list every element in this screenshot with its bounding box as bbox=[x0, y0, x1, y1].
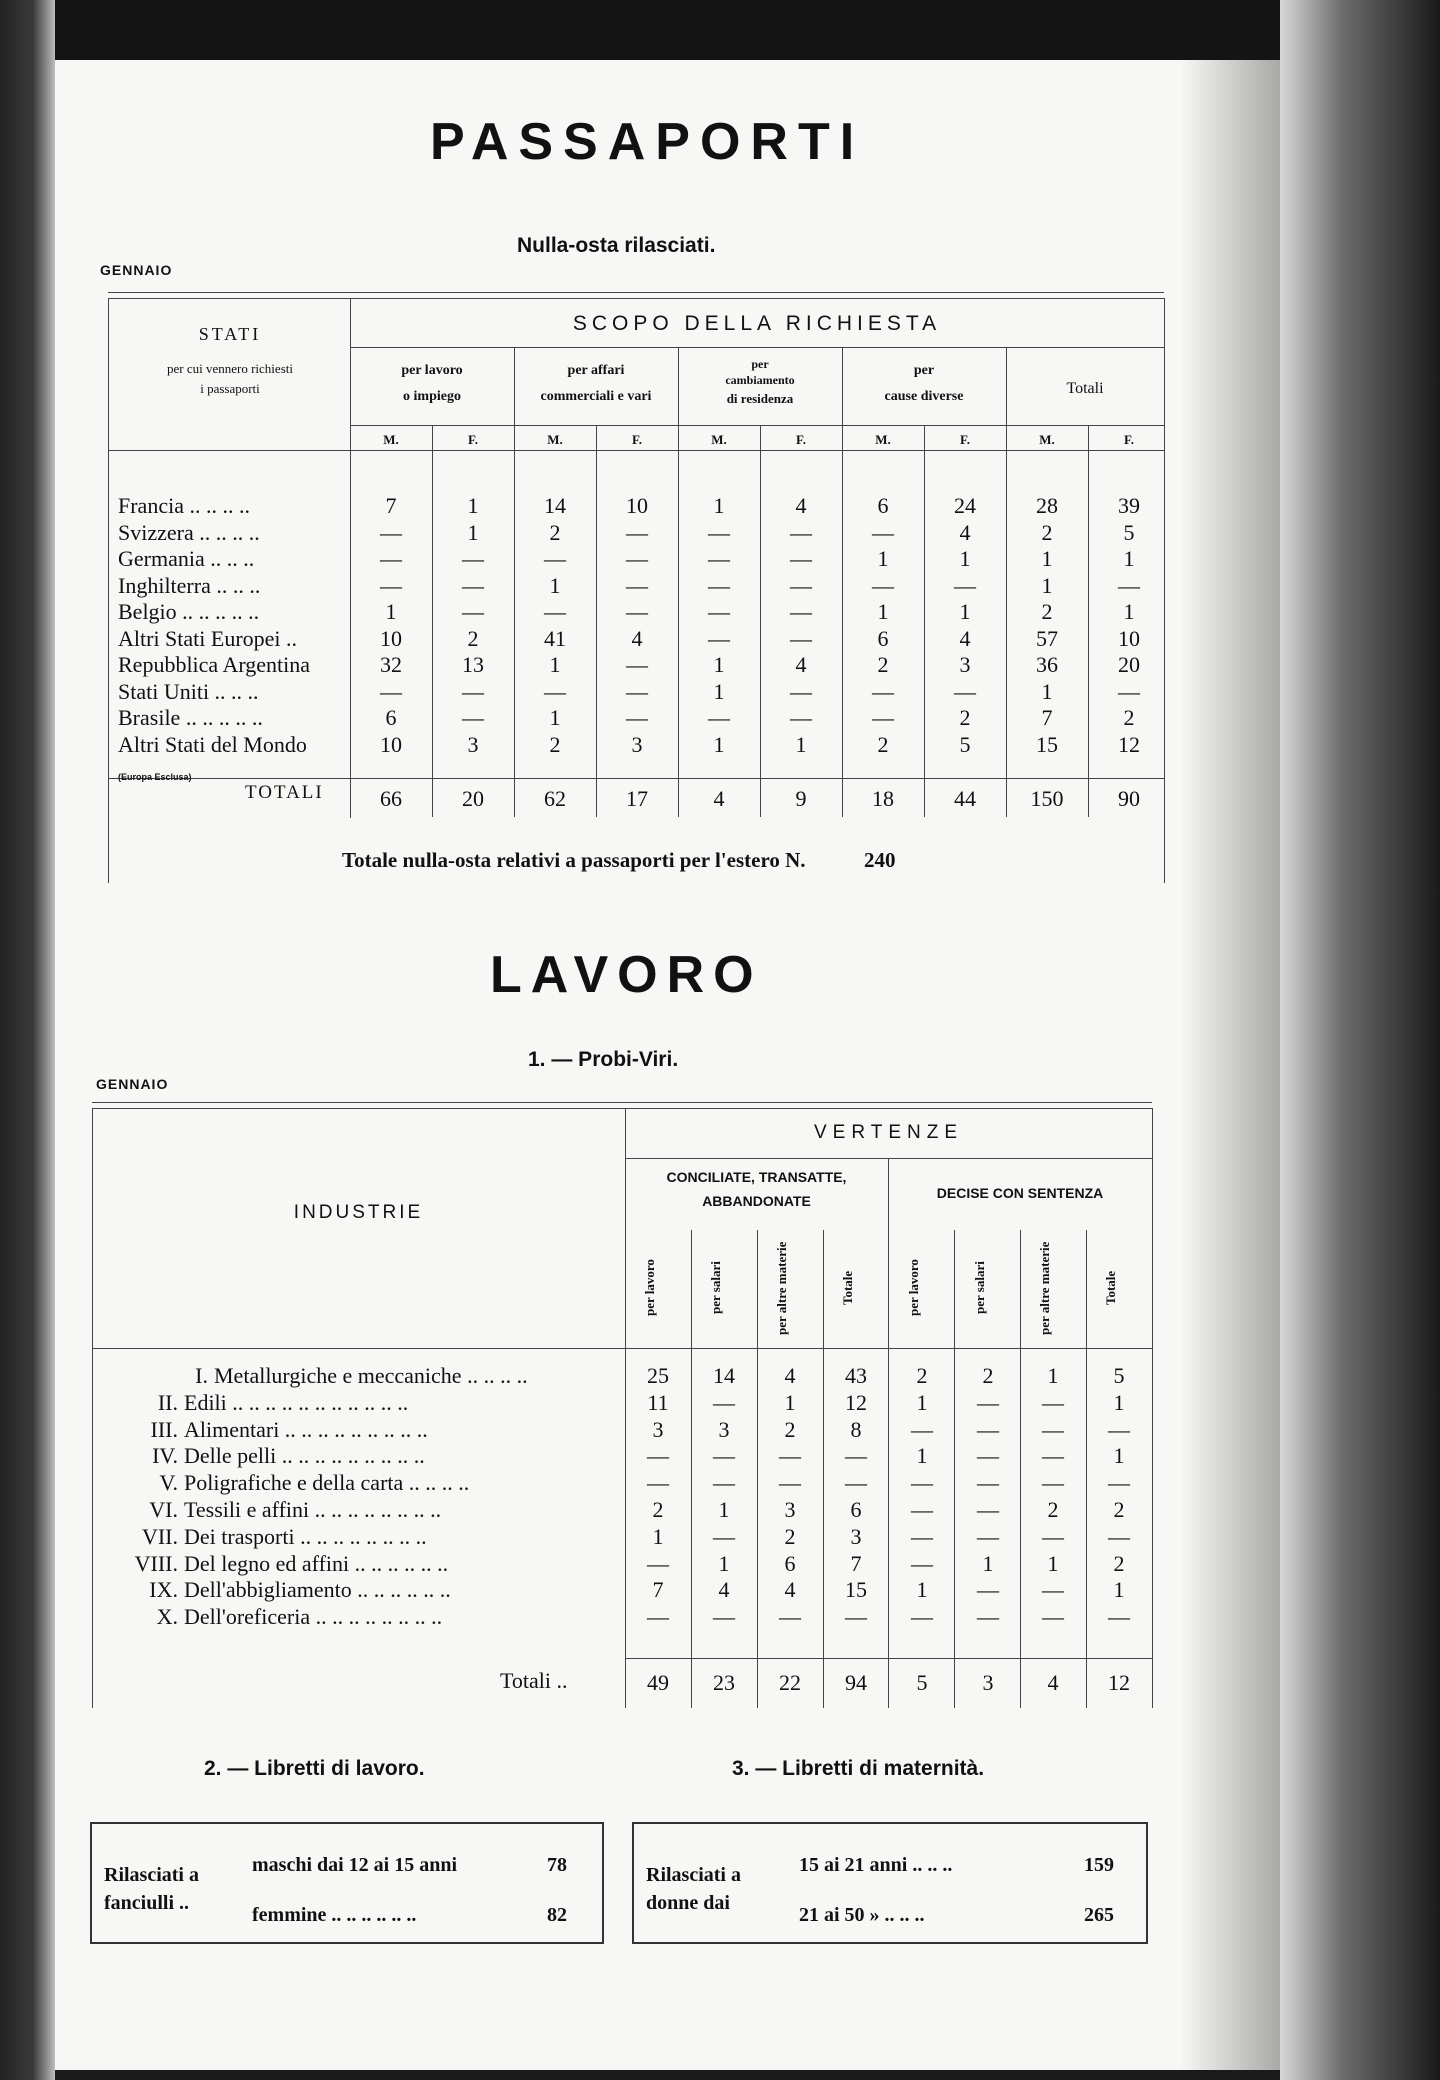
lavoro-cell: — bbox=[1108, 1604, 1130, 1629]
lavoro-cell: — bbox=[647, 1604, 669, 1629]
lavoro-cell: 7 bbox=[850, 1551, 862, 1576]
lavoro-cell: 11 bbox=[647, 1390, 669, 1415]
industria-label: Tessili e affini .. .. .. .. .. .. .. .. bbox=[184, 1497, 442, 1522]
lavoro-cell: 2 bbox=[784, 1524, 796, 1549]
lavoro-cell: — bbox=[977, 1497, 999, 1522]
passaporti-cell: 1 bbox=[467, 493, 479, 518]
industria-number: VII. bbox=[141, 1524, 178, 1549]
lavoro-cell: — bbox=[1108, 1524, 1130, 1549]
passaporti-cell: — bbox=[626, 705, 648, 730]
group-header-0-line1: per lavoro bbox=[401, 363, 463, 378]
lavoro-cell: 14 bbox=[713, 1363, 735, 1388]
vertenze-col-header-6: per altre materie bbox=[1037, 1241, 1052, 1335]
passaporti-total-cell: 18 bbox=[872, 786, 894, 811]
passaporti-subtitle: Nulla-osta rilasciati. bbox=[517, 234, 716, 257]
passaporti-total-cell: 62 bbox=[544, 786, 566, 811]
lavoro-cell: — bbox=[779, 1604, 801, 1629]
lavoro-cell: 1 bbox=[652, 1524, 664, 1549]
mf-header-7: F. bbox=[960, 432, 970, 447]
vertenze-header: VERTENZE bbox=[813, 1122, 963, 1143]
industria-label: Edili .. .. .. .. .. .. .. .. .. .. .. bbox=[184, 1390, 409, 1415]
passaporti-cell: — bbox=[626, 679, 648, 704]
passaporti-cell: — bbox=[462, 546, 484, 571]
libretti-lavoro-box bbox=[90, 1822, 604, 1944]
lavoro-cell: 8 bbox=[850, 1417, 862, 1442]
stato-label: Belgio .. .. .. .. .. bbox=[118, 599, 260, 624]
lavoro-cell: 1 bbox=[718, 1551, 730, 1576]
lavoro-cell: 2 bbox=[982, 1363, 994, 1388]
libretti-maternita-row2-value: 265 bbox=[1084, 1904, 1114, 1926]
passaporti-cell: — bbox=[790, 626, 812, 651]
passaporti-cell: 10 bbox=[1118, 626, 1140, 651]
lavoro-total-cell: 22 bbox=[779, 1670, 801, 1695]
industria-number: VIII. bbox=[134, 1551, 178, 1576]
passaporti-cell: 2 bbox=[1123, 705, 1135, 730]
industria-number: VI. bbox=[149, 1497, 178, 1522]
vertenze-col-header-1: per salari bbox=[708, 1261, 723, 1315]
libretti-lavoro-row1-value: 78 bbox=[547, 1854, 567, 1876]
group-header-0-line2: o impiego bbox=[403, 389, 461, 404]
conciliate-header-line1: CONCILIATE, TRANSATTE, bbox=[666, 1169, 847, 1185]
passaporti-cell: — bbox=[462, 599, 484, 624]
passaporti-cell: 1 bbox=[877, 599, 889, 624]
passaporti-cell: 7 bbox=[385, 493, 397, 518]
lavoro-cell: — bbox=[977, 1524, 999, 1549]
passaporti-cell: 2 bbox=[1041, 599, 1053, 624]
lavoro-cell: — bbox=[1042, 1604, 1064, 1629]
passaporti-cell: 6 bbox=[877, 493, 889, 518]
lavoro-cell: — bbox=[1108, 1470, 1130, 1495]
passaporti-cell: 6 bbox=[385, 705, 397, 730]
lavoro-cell: 2 bbox=[652, 1497, 664, 1522]
passaporti-cell: — bbox=[708, 599, 730, 624]
libretti-maternita-left-line2: donne dai bbox=[646, 1892, 730, 1914]
libretti-lavoro-left-line2: fanciulli .. bbox=[104, 1892, 190, 1914]
passaporti-cell: 1 bbox=[959, 599, 971, 624]
passaporti-cell: 1 bbox=[1041, 573, 1053, 598]
lavoro-cell: — bbox=[977, 1417, 999, 1442]
passaporti-cell: 2 bbox=[549, 520, 561, 545]
lavoro-cell: 4 bbox=[784, 1577, 796, 1602]
passaporti-cell: — bbox=[626, 599, 648, 624]
passaporti-cell: 1 bbox=[1123, 546, 1135, 571]
passaporti-cell: — bbox=[708, 705, 730, 730]
lavoro-cell: 4 bbox=[784, 1363, 796, 1388]
lavoro-total-cell: 94 bbox=[845, 1670, 867, 1695]
industria-label: Poligrafiche e della carta .. .. .. .. bbox=[184, 1470, 470, 1495]
passaporti-total-cell: 90 bbox=[1118, 786, 1140, 811]
lavoro-total-cell: 23 bbox=[713, 1670, 735, 1695]
vertenze-col-header-4: per lavoro bbox=[906, 1259, 921, 1317]
mf-header-6: M. bbox=[875, 432, 891, 447]
lavoro-cell: 15 bbox=[845, 1577, 867, 1602]
passaporti-cell: — bbox=[954, 679, 976, 704]
lavoro-cell: 1 bbox=[982, 1551, 994, 1576]
group-header-1-line2: commerciali e vari bbox=[540, 389, 652, 404]
passaporti-cell: — bbox=[790, 705, 812, 730]
mf-header-8: M. bbox=[1039, 432, 1055, 447]
mf-header-2: M. bbox=[547, 432, 563, 447]
stati-desc-line2: i passaporti bbox=[200, 381, 260, 396]
lavoro-subtitle: 1. — Probi-Viri. bbox=[528, 1048, 679, 1071]
lavoro-cell: — bbox=[911, 1551, 933, 1576]
industria-number: IX. bbox=[149, 1577, 178, 1602]
passaporti-title: PASSAPORTI bbox=[430, 113, 865, 171]
libretti-maternita-row2-label: 21 ai 50 » .. .. .. bbox=[799, 1904, 925, 1926]
stato-label: Brasile .. .. .. .. .. bbox=[118, 705, 263, 730]
industria-number: III. bbox=[150, 1417, 178, 1442]
passaporti-cell: 20 bbox=[1118, 652, 1140, 677]
lavoro-cell: — bbox=[1042, 1443, 1064, 1468]
passaporti-cell: 3 bbox=[959, 652, 971, 677]
lavoro-cell: 25 bbox=[647, 1363, 669, 1388]
lavoro-cell: — bbox=[1042, 1524, 1064, 1549]
passaporti-cell: — bbox=[462, 679, 484, 704]
lavoro-total-cell: 12 bbox=[1108, 1670, 1130, 1695]
passaporti-cell: — bbox=[708, 573, 730, 598]
passaporti-cell: — bbox=[872, 520, 894, 545]
libretti-maternita-row1-label: 15 ai 21 anni .. .. .. bbox=[799, 1854, 953, 1876]
passaporti-cell: — bbox=[708, 520, 730, 545]
passaporti-cell: — bbox=[462, 573, 484, 598]
vertenze-col-header-5: per salari bbox=[972, 1261, 987, 1315]
passaporti-cell: 1 bbox=[1041, 546, 1053, 571]
vertenze-col-header-2: per altre materie bbox=[774, 1241, 789, 1335]
passaporti-totals-label: TOTALI bbox=[245, 782, 324, 803]
passaporti-cell: 4 bbox=[631, 626, 643, 651]
passaporti-cell: 5 bbox=[959, 732, 971, 757]
passaporti-cell: 1 bbox=[877, 546, 889, 571]
lavoro-cell: — bbox=[713, 1524, 735, 1549]
lavoro-cell: — bbox=[845, 1443, 867, 1468]
lavoro-cell: 1 bbox=[784, 1390, 796, 1415]
industria-number: V. bbox=[159, 1470, 178, 1495]
lavoro-cell: — bbox=[911, 1604, 933, 1629]
passaporti-cell: 4 bbox=[795, 652, 807, 677]
libretti-maternita-row1-value: 159 bbox=[1084, 1854, 1114, 1876]
vertenze-col-header-7: Totale bbox=[1103, 1270, 1118, 1306]
passaporti-cell: 1 bbox=[1123, 599, 1135, 624]
scan-border-left bbox=[0, 0, 55, 2080]
industria-label: Alimentari .. .. .. .. .. .. .. .. .. bbox=[184, 1417, 428, 1442]
libretti-lavoro-row2-label: femmine .. .. .. .. .. .. bbox=[252, 1904, 417, 1926]
group-header-3-line2: cause diverse bbox=[884, 389, 964, 404]
passaporti-cell: 32 bbox=[380, 652, 402, 677]
libretti-lavoro-row1-label: maschi dai 12 ai 15 anni bbox=[252, 1854, 458, 1876]
passaporti-total-cell: 17 bbox=[626, 786, 648, 811]
stato-label: Svizzera .. .. .. .. bbox=[118, 520, 260, 545]
scan-border-right bbox=[1280, 0, 1440, 2080]
lavoro-cell: — bbox=[977, 1577, 999, 1602]
stati-desc-line1: per cui vennero richiesti bbox=[167, 361, 293, 376]
lavoro-cell: — bbox=[1108, 1417, 1130, 1442]
lavoro-cell: — bbox=[1042, 1577, 1064, 1602]
lavoro-cell: 3 bbox=[850, 1524, 862, 1549]
passaporti-cell: — bbox=[872, 705, 894, 730]
industria-label: Metallurgiche e meccaniche .. .. .. .. bbox=[214, 1363, 528, 1388]
passaporti-cell: 1 bbox=[713, 732, 725, 757]
lavoro-cell: — bbox=[911, 1417, 933, 1442]
passaporti-cell: 5 bbox=[1123, 520, 1135, 545]
passaporti-cell: 6 bbox=[877, 626, 889, 651]
lavoro-cell: 2 bbox=[1047, 1497, 1059, 1522]
industria-label: Dell'abbigliamento .. .. .. .. .. .. bbox=[184, 1577, 451, 1602]
industria-number: I. bbox=[195, 1363, 208, 1388]
lavoro-cell: — bbox=[713, 1390, 735, 1415]
passaporti-cell: 1 bbox=[713, 679, 725, 704]
passaporti-cell: 2 bbox=[959, 705, 971, 730]
stato-label: Altri Stati del Mondo bbox=[118, 732, 307, 757]
mf-header-0: M. bbox=[383, 432, 399, 447]
passaporti-cell: — bbox=[380, 679, 402, 704]
lavoro-cell: 2 bbox=[916, 1363, 928, 1388]
industria-number: X. bbox=[156, 1604, 178, 1629]
lavoro-cell: 3 bbox=[784, 1497, 796, 1522]
passaporti-cell: 1 bbox=[795, 732, 807, 757]
industria-label: Del legno ed affini .. .. .. .. .. .. bbox=[184, 1551, 449, 1576]
group-header-3-line1: per bbox=[913, 363, 935, 378]
passaporti-cell: — bbox=[626, 652, 648, 677]
vertenze-col-header-0: per lavoro bbox=[642, 1259, 657, 1317]
passaporti-cell: 2 bbox=[549, 732, 561, 757]
passaporti-cell: 10 bbox=[380, 626, 402, 651]
industria-number: IV. bbox=[152, 1443, 178, 1468]
mf-header-9: F. bbox=[1124, 432, 1134, 447]
passaporti-total-cell: 66 bbox=[380, 786, 402, 811]
passaporti-cell: — bbox=[462, 705, 484, 730]
mf-header-4: M. bbox=[711, 432, 727, 447]
libretti-lavoro-title: 2. — Libretti di lavoro. bbox=[204, 1757, 425, 1780]
passaporti-cell: 7 bbox=[1041, 705, 1053, 730]
lavoro-cell: 1 bbox=[1113, 1577, 1125, 1602]
lavoro-total-cell: 3 bbox=[982, 1670, 994, 1695]
passaporti-cell: — bbox=[544, 679, 566, 704]
passaporti-cell: — bbox=[790, 679, 812, 704]
passaporti-cell: — bbox=[544, 599, 566, 624]
lavoro-cell: — bbox=[911, 1497, 933, 1522]
vertenze-col-header-3: Totale bbox=[840, 1270, 855, 1306]
group-header-2-line1: cambiamento bbox=[725, 373, 795, 387]
lavoro-month: GENNAIO bbox=[96, 1076, 169, 1092]
lavoro-cell: — bbox=[911, 1524, 933, 1549]
passaporti-total-cell: 44 bbox=[954, 786, 976, 811]
passaporti-footer-text: Totale nulla-osta relativi a passaporti per l'estero N. bbox=[342, 848, 806, 872]
group-header-2-line2: di residenza bbox=[726, 391, 794, 406]
mf-header-3: F. bbox=[632, 432, 642, 447]
passaporti-cell: — bbox=[708, 626, 730, 651]
passaporti-cell: 12 bbox=[1118, 732, 1140, 757]
lavoro-cell: — bbox=[1042, 1470, 1064, 1495]
lavoro-total-cell: 49 bbox=[647, 1670, 669, 1695]
page-shadow bbox=[1180, 60, 1290, 2070]
passaporti-cell: — bbox=[954, 573, 976, 598]
passaporti-total-cell: 4 bbox=[713, 786, 725, 811]
passaporti-cell: — bbox=[790, 599, 812, 624]
passaporti-cell: 2 bbox=[877, 732, 889, 757]
lavoro-cell: — bbox=[977, 1443, 999, 1468]
lavoro-cell: — bbox=[713, 1470, 735, 1495]
lavoro-cell: 12 bbox=[845, 1390, 867, 1415]
passaporti-cell: — bbox=[708, 546, 730, 571]
libretti-maternita-box bbox=[632, 1822, 1148, 1944]
passaporti-cell: 1 bbox=[385, 599, 397, 624]
lavoro-cell: — bbox=[779, 1470, 801, 1495]
lavoro-cell: — bbox=[977, 1390, 999, 1415]
passaporti-total-cell: 150 bbox=[1030, 786, 1064, 811]
lavoro-cell: 1 bbox=[1047, 1551, 1059, 1576]
lavoro-cell: 2 bbox=[1113, 1551, 1125, 1576]
passaporti-cell: 1 bbox=[1041, 679, 1053, 704]
libretti-maternita-left-line1: Rilasciati a bbox=[646, 1864, 741, 1886]
passaporti-cell: — bbox=[790, 546, 812, 571]
industria-label: Dell'oreficeria .. .. .. .. .. .. .. .. bbox=[184, 1604, 443, 1629]
passaporti-cell: 1 bbox=[467, 520, 479, 545]
lavoro-cell: — bbox=[1042, 1390, 1064, 1415]
lavoro-cell: — bbox=[845, 1604, 867, 1629]
group-header-2-line0: per bbox=[751, 357, 769, 371]
stato-label: Repubblica Argentina bbox=[118, 652, 311, 677]
stati-header: STATI bbox=[198, 324, 262, 344]
passaporti-cell: 2 bbox=[1041, 520, 1053, 545]
passaporti-month: GENNAIO bbox=[100, 262, 173, 278]
conciliate-header-line2: ABBANDONATE bbox=[702, 1193, 811, 1209]
lavoro-cell: 1 bbox=[916, 1390, 928, 1415]
europa-esclusa-note: (Europa Esclusa) bbox=[118, 772, 192, 782]
lavoro-totals-label: Totali .. bbox=[500, 1668, 568, 1693]
passaporti-cell: 1 bbox=[713, 652, 725, 677]
lavoro-cell: — bbox=[845, 1470, 867, 1495]
passaporti-cell: 1 bbox=[713, 493, 725, 518]
passaporti-cell: 15 bbox=[1036, 732, 1058, 757]
lavoro-total-cell: 4 bbox=[1047, 1670, 1059, 1695]
lavoro-cell: 2 bbox=[784, 1417, 796, 1442]
lavoro-cell: — bbox=[779, 1443, 801, 1468]
stato-label: Inghilterra .. .. .. bbox=[118, 573, 261, 598]
passaporti-cell: — bbox=[626, 546, 648, 571]
passaporti-cell: — bbox=[380, 520, 402, 545]
passaporti-cell: 28 bbox=[1036, 493, 1058, 518]
lavoro-title: LAVORO bbox=[490, 946, 763, 1004]
passaporti-cell: — bbox=[790, 520, 812, 545]
lavoro-cell: 2 bbox=[1113, 1497, 1125, 1522]
passaporti-cell: 3 bbox=[631, 732, 643, 757]
lavoro-cell: 1 bbox=[1113, 1443, 1125, 1468]
passaporti-cell: — bbox=[544, 546, 566, 571]
lavoro-cell: 6 bbox=[784, 1551, 796, 1576]
lavoro-cell: 5 bbox=[1113, 1363, 1125, 1388]
passaporti-cell: 36 bbox=[1036, 652, 1058, 677]
passaporti-cell: — bbox=[872, 573, 894, 598]
lavoro-cell: 1 bbox=[718, 1497, 730, 1522]
mf-header-5: F. bbox=[796, 432, 806, 447]
passaporti-total-cell: 9 bbox=[795, 786, 807, 811]
lavoro-cell: — bbox=[713, 1604, 735, 1629]
lavoro-cell: 4 bbox=[718, 1577, 730, 1602]
lavoro-cell: — bbox=[647, 1470, 669, 1495]
passaporti-cell: 14 bbox=[544, 493, 566, 518]
stato-label: Francia .. .. .. .. bbox=[118, 493, 250, 518]
passaporti-cell: — bbox=[626, 573, 648, 598]
lavoro-cell: — bbox=[911, 1470, 933, 1495]
passaporti-cell: 1 bbox=[549, 705, 561, 730]
industria-label: Delle pelli .. .. .. .. .. .. .. .. .. bbox=[184, 1443, 425, 1468]
lavoro-cell: — bbox=[647, 1551, 669, 1576]
libretti-lavoro-row2-value: 82 bbox=[547, 1904, 567, 1926]
group-header-totali: Totali bbox=[1066, 380, 1104, 397]
passaporti-cell: 24 bbox=[954, 493, 976, 518]
scan-border-top bbox=[0, 0, 1440, 60]
passaporti-cell: 41 bbox=[544, 626, 566, 651]
lavoro-cell: 1 bbox=[916, 1577, 928, 1602]
lavoro-cell: 7 bbox=[652, 1577, 664, 1602]
decise-header: DECISE CON SENTENZA bbox=[936, 1185, 1104, 1201]
stato-label: Altri Stati Europei .. bbox=[118, 626, 298, 651]
passaporti-cell: 4 bbox=[959, 520, 971, 545]
mf-header-1: F. bbox=[468, 432, 478, 447]
lavoro-cell: 1 bbox=[1113, 1390, 1125, 1415]
passaporti-cell: 1 bbox=[549, 573, 561, 598]
industrie-header: INDUSTRIE bbox=[293, 1202, 424, 1223]
lavoro-cell: — bbox=[713, 1443, 735, 1468]
scopo-header: SCOPO DELLA RICHIESTA bbox=[572, 312, 942, 335]
libretti-lavoro-left-line1: Rilasciati a bbox=[104, 1864, 199, 1886]
passaporti-cell: — bbox=[380, 573, 402, 598]
passaporti-cell: 4 bbox=[795, 493, 807, 518]
industria-label: Dei trasporti .. .. .. .. .. .. .. .. bbox=[184, 1524, 427, 1549]
lavoro-cell: — bbox=[977, 1470, 999, 1495]
passaporti-total-cell: 20 bbox=[462, 786, 484, 811]
passaporti-cell: — bbox=[790, 573, 812, 598]
stato-label: Stati Uniti .. .. .. bbox=[118, 679, 259, 704]
industria-number: II. bbox=[157, 1390, 178, 1415]
passaporti-cell: — bbox=[872, 679, 894, 704]
lavoro-cell: 1 bbox=[916, 1443, 928, 1468]
passaporti-cell: 39 bbox=[1118, 493, 1140, 518]
passaporti-footer-value: 240 bbox=[864, 848, 896, 872]
libretti-maternita-title: 3. — Libretti di maternità. bbox=[732, 1757, 985, 1780]
lavoro-cell: — bbox=[647, 1443, 669, 1468]
passaporti-cell: 2 bbox=[467, 626, 479, 651]
passaporti-cell: — bbox=[1118, 573, 1140, 598]
passaporti-cell: 4 bbox=[959, 626, 971, 651]
passaporti-cell: 2 bbox=[877, 652, 889, 677]
lavoro-total-cell: 5 bbox=[916, 1670, 928, 1695]
lavoro-cell: 43 bbox=[845, 1363, 867, 1388]
passaporti-cell: 10 bbox=[626, 493, 648, 518]
passaporti-cell: — bbox=[626, 520, 648, 545]
passaporti-cell: 57 bbox=[1036, 626, 1058, 651]
passaporti-cell: 10 bbox=[380, 732, 402, 757]
passaporti-cell: 1 bbox=[549, 652, 561, 677]
passaporti-cell: 1 bbox=[959, 546, 971, 571]
group-header-1-line1: per affari bbox=[567, 363, 625, 378]
passaporti-cell: — bbox=[1118, 679, 1140, 704]
lavoro-cell: — bbox=[977, 1604, 999, 1629]
passaporti-cell: — bbox=[380, 546, 402, 571]
stato-label: Germania .. .. .. bbox=[118, 546, 255, 571]
lavoro-cell: 1 bbox=[1047, 1363, 1059, 1388]
lavoro-cell: — bbox=[1042, 1417, 1064, 1442]
passaporti-cell: 13 bbox=[462, 652, 484, 677]
lavoro-cell: 6 bbox=[850, 1497, 862, 1522]
lavoro-cell: 3 bbox=[652, 1417, 664, 1442]
lavoro-cell: 3 bbox=[718, 1417, 730, 1442]
passaporti-cell: 3 bbox=[467, 732, 479, 757]
